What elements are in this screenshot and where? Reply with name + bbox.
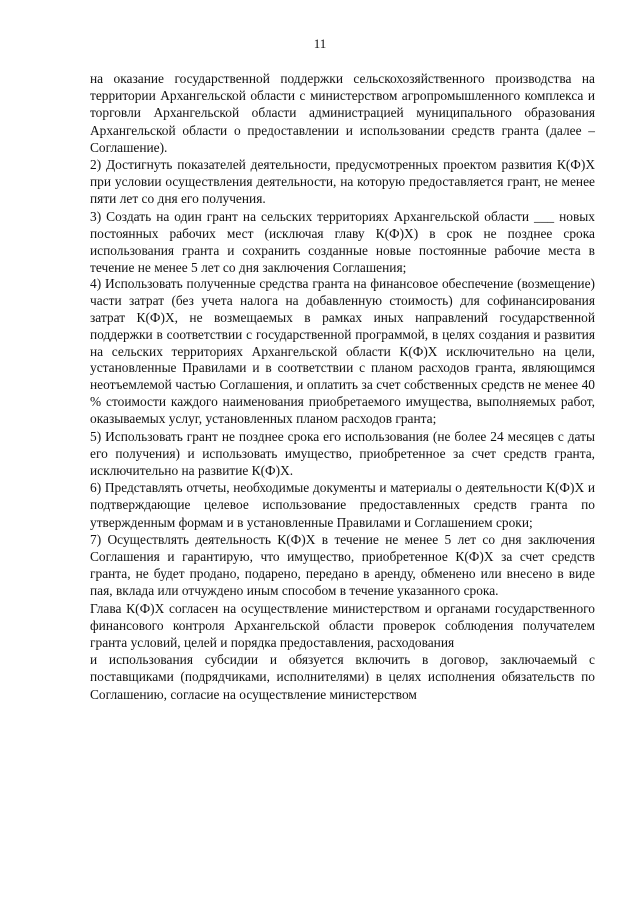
paragraph-contract-clause: и использования субсидии и обязуется включить в договор, заключаемый с поставщиками (подрядчиками, исполнителями) в целях исполнения обязательств по Соглашению, согласие на осуществление министерством <box>90 652 595 702</box>
paragraph-item-5: 5) Использовать грант не позднее срока его использования (не более 24 месяцев с даты его получения) и использовать имущество, приобретенное за счет средств гранта, исключительно на развитие К(Ф)Х. <box>90 428 595 479</box>
paragraph-item-6: 6) Представлять отчеты, необходимые документы и материалы о деятельности К(Ф)Х и подтверждающие целевое использование предоставленных средств гранта по утвержденным формам и в установленные Правилами и Соглашением сроки; <box>90 480 595 530</box>
paragraph-item-3: 3) Создать на один грант на сельских территориях Архангельской области ___ новых постоянных рабочих мест (исключая главу К(Ф)Х) в срок не позднее срока использования гранта и сохранить созданные новые постоянные рабочие места в течение не менее 5 лет со дня заключения Соглашения; <box>90 208 595 276</box>
paragraph-control-consent: Глава К(Ф)Х согласен на осуществление министерством и органами государственного финансового контроля Архангельской области проверок соблюдения получателем гранта условий, целей и порядка предоставления, расходования <box>90 600 595 651</box>
paragraph-item-4: 4) Использовать полученные средства гранта на финансовое обеспечение (возмещение) части затрат (без учета налога на добавленную стоимость) для софинансирования затрат К(Ф)Х, не возмещаемых в рамках иных направлений государственной поддержки в соответствии с государственной программой, в целях создания и развития на сельских территориях Архангельской области К(Ф)Х исключительно на цели, установленные Правилами и в соответствии с планом расходов гранта, являющимся неотъемлемой частью Соглашения, и оплатить за счет собственных средств не менее 40 % стоимости каждого наименования приобретаемого имущества, выполняемых работ, оказываемых услуг, установленных планом расходов гранта; <box>90 276 595 426</box>
paragraph-agreement-intro: на оказание государственной поддержки сельскохозяйственного производства на территории Архангельской области с министерством агропромышленного комплекса и торговли Архангельской области администрацией муниципального образования Архангельской области о предоставлении и использовании средств гранта (далее – Соглашение). <box>90 71 595 155</box>
page-number: 11 <box>313 36 327 51</box>
paragraph-item-7: 7) Осуществлять деятельность К(Ф)Х в течение не менее 5 лет со дня заключения Соглашения и гарантирую, что имущество, приобретенное К(Ф)Х за счет средств гранта, не будет продано, подарено, передано в аренду, обменено или внесено в виде пая, вклада или отчуждено иным способом в течение указанного срока. <box>90 531 595 599</box>
paragraph-item-2: 2) Достигнуть показателей деятельности, предусмотренных проектом развития К(Ф)Х при условии осуществления деятельности, на которую предоставляется грант, не менее пяти лет со дня его получения. <box>90 157 595 207</box>
document-body <box>90 70 595 703</box>
